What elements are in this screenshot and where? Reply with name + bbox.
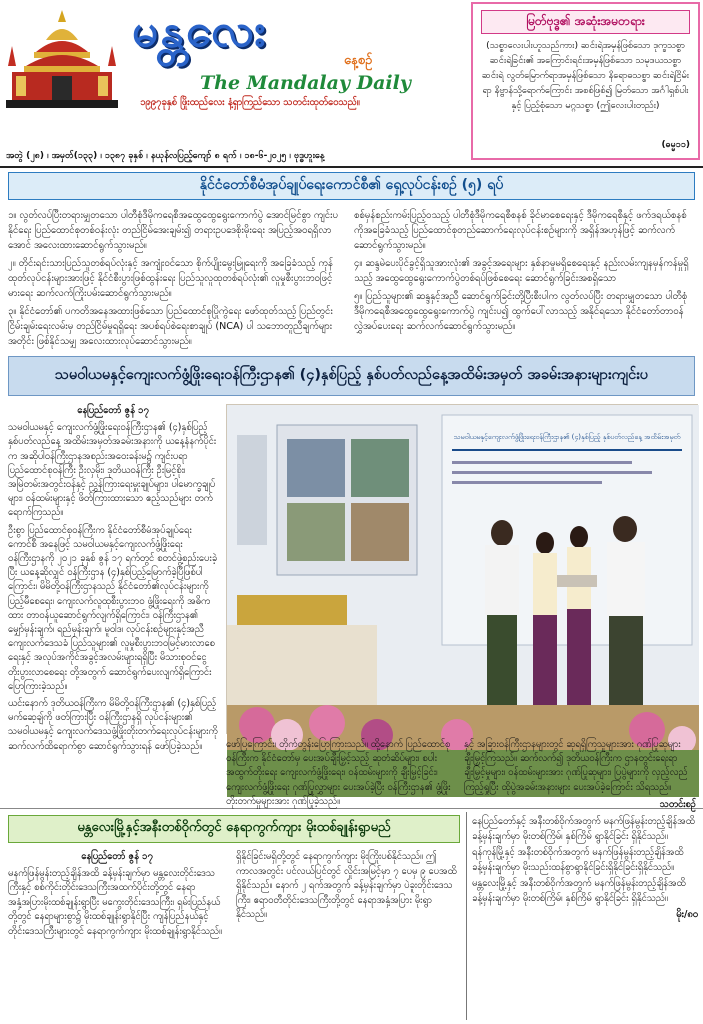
article2-headline: သမဝါယမနှင့်ကျေးလက်ဖွံ့ဖြိုးရေးဝန်ကြီးဌာန၏ (၄)နှစ်ပြည့် နှစ်ပတ်လည်နေ့အထိမ်းအမှတ် အခမ်းအနားများကျင်းပ	[8, 356, 695, 396]
list-item: ၂။ တိုင်းရင်းသားပြည်သူတစ်ရပ်လုံးနှင့် အကျုံးဝင်သော စိုက်ပျိုးမွေးမြူရေးကို အခြေခံသည့် ကုန်ထုတ်လုပ်ငန်းများအားဖြင့် နိုင်ငံစီးပွားဖြစ်ထွန်းရေး ပြည်သူလူထုတစ်ရပ်လုံး၏ လူမှုစီးပွားဘဝဖြင့်မားရေး ဆက်လက်ကြိုးပမ်းဆောင်ရွက်သွားမည်။	[8, 258, 333, 299]
list-item: ၃။ နိုင်ငံတော်၏ ပကတိအနေအထားဖြစ်သော ပြည်ထောင်စုပြိုကွဲရေး ဖော်ထုတ်သည့် ပြည်တွင်းငြိမ်းချမ်းရေးလမ်းမှ တည်ငြိမ်မှုရရှိရေး အပစ်ရပ်စဲရေးစာချုပ် (NCA) ပါ သဘောတူညီချက်များ အတိုင်း ဖြစ်နိုင်သမျှ အလေးထားလုပ်ဆောင်သွားမည်။	[8, 306, 333, 347]
paragraph: နေပြည်တော်နှင့် အနီးတစ်ဝိုက်အတွက် မနက်ဖြန်မွန်းတည့်ချိန်အထိ ခန့်မှန်းချက်မှာ မိုးတစ်ကြိမ်၊ နှစ်ကြိမ် ရွာနိုင်ခြင်း ရှိနိုင်သည်။	[472, 816, 695, 842]
article2-column-3	[464, 738, 696, 810]
list-item: ၄။ ဆန္ဒမဲပေးပိုင်ခွင့်ရှိသူအားလုံး၏ အခွင့်အရေးများ နှစ်နာမှုမရှိစေရေးနှင့် နည်းလမ်းကျနမှန်ကန်မှုရှိသည့် အထွေထွေရွေးကောက်ပွဲတစ်ရပ်ဖြစ်စေရေး ဆောင်ရွက်ခြင်းအစရှိသော	[354, 258, 689, 284]
article3-headline: မန္တလေးမြို့နှင့်အနီးတစ်ဝိုက်တွင် နေရာကွက်ကျား မိုးထစ်ချုန်းရွာမည်	[8, 815, 460, 843]
column-divider	[466, 812, 467, 1020]
masthead	[0, 0, 703, 150]
article1-headline: နိုင်ငံတော်စီမံအုပ်ချုပ်ရေးကောင်စီ၏ ရှေ့လုပ်ငန်းစဉ် (၅) ရပ်	[8, 172, 695, 200]
article3-dateline: နေပြည်တော် ဇွန် ၁၇	[81, 851, 153, 862]
paragraph: ရန်ကုန်မြို့နှင့် အနီးတစ်ဝိုက်အတွက် မနက်ဖြန်မွန်းတည့်ချိန်အထိ ခန့်မှန်းချက်မှာ မိုးသည်းထန်စွာရွာနိုင်ခြင်းရှိနိုင်ခြင်းရှိနိုင်သည်။	[472, 847, 684, 873]
article3-column-3	[472, 815, 698, 1020]
article1-right-column	[354, 208, 690, 337]
masthead-rule	[0, 166, 703, 168]
article3-column-2	[236, 850, 458, 1020]
newspaper-subtitle: နေ့စဉ်	[344, 53, 373, 68]
paragraph: ယင်းနောက် ဒုတိယဝန်ကြီးက မိမိတို့ဝန်ကြီးဌာန၏ (၄)နှစ်ပြည့် မက်ဆေ့ချ်ကို ဖတ်ကြားပြီး ဝန်ကြီးဌာနရှိ လုပ်ငန်းများ၏ သမဝါယမနှင့် ကျေးလက်ဒေသဖွံ့ဖြိုးတိုးတက်ရေးလုပ်ငန်းများကို ဆက်လက်ထိရောက်စွာ ဆောင်ရွက်သွားရန် ဖော်ပြခဲ့သည်။	[8, 698, 218, 752]
article3-byline: မိုး/၈၀	[676, 909, 698, 920]
english-title: The Mandalay Daily	[200, 72, 411, 94]
slogan-title: မြတ်ဗုဒ္ဓ၏ အဆုံးအမတရား	[481, 10, 690, 34]
slogan-box	[471, 2, 700, 160]
paragraph: ဖော်ပြကြောင်း၊ တိုက်တွန်းပြောကြားသည်။ ထို့နောက် ပြည်ထောင်စုဝန်ကြီးက နိုင်ငံတော်မှ ပေးအပ်ချီးမြှင့်သည့် ဆုတံဆိပ်များ၊ စပါးအထွက်တိုးရေး ကျေးလက်ဖွံ့ဖြိုးရေး၊ ဝန်ထမ်းများကို ချီးမြှင့်ခြင်း၊ ကျေးလက်ဖွံ့ဖြိုးရေး ဂုဏ်ပြုလွှာများ ပေးအပ်ခဲ့ပြီး ဝန်ကြီးဌာန၏ ဖွံ့ဖြိုးတိုးတက်မှုများအား ဂုဏ်ပြုခဲ့သည်။	[226, 739, 451, 807]
paragraph: ဦးစွာ ပြည်ထောင်စုဝန်ကြီးက နိုင်ငံတော်စီမံအုပ်ချုပ်ရေးကောင်စီ အနေဖြင့် သမဝါယမနှင့်ကျေးလက်ဖွံ့ဖြိုးရေးဝန်ကြီးဌာနကို ၂၀၂၁ ခုနှစ် ဇွန် ၁၇ ရက်တွင် စတင်ဖွဲ့စည်းပေးခဲ့ပြီး ယနေ့ဆိုလျှင် ဝန်ကြီးဌာန (၄)နှစ်ပြည့်မြောက်ခဲ့ပြီဖြစ်ပါကြောင်း၊ မိမိတို့ဝန်ကြီးဌာနသည် နိုင်ငံတော်၏လုပ်ငန်းများကို ပြည့်မီစေရေး၊ ကျေးလက်လူထုစီးပွားဘဝ ဖွံ့ဖြိုးရေးကို အဓိကထား တာဝန်ယူဆောင်ရွက်လျက်ရှိကြောင်း၊ ဝန်ကြီးဌာန၏ မျှော်မှန်းချက်၊ ရည်မှန်းချက်၊ မူဝါဒ၊ လုပ်ငန်းစဉ်များနှင့်အညီ ကျေးလက်ဒေသခံ ပြည်သူများ၏ လူမှုစီးပွားဘဝမြင့်မားလာစေရေးနှင့် အလုပ်အကိုင်အခွင့်အလမ်းများရရှိပြီး မိသားစုဝင်ငွေတိုးပွားလာစေရေး တို့အတွက် ဆောင်ရွက်ပေးလျက်ရှိကြောင်း ပြောကြားခဲ့သည်။	[8, 524, 217, 692]
article-five-roadmap	[0, 172, 703, 347]
paragraph: သမဝါယမနှင့် ကျေးလက်ဖွံ့ဖြိုးရေးဝန်ကြီးဌာန၏ (၄)နှစ်ပြည့် နှစ်ပတ်လည်နေ့ အထိမ်းအမှတ်အခမ်းအနားကို ယနေ့နံနက်ပိုင်းက အဆိုပါဝန်ကြီးဌာနအစည်းအဝေးခန်းမ၌ ကျင်းပရာ ပြည်ထောင်စုဝန်ကြီး ဦးလှမိုး၊ ဒုတိယဝန်ကြီး ဦးမြင့်စိုး၊ အမြဲတမ်းအတွင်းဝန်နှင့် ညွှန်ကြားရေးမှူးချုပ်များ၊ ပါမောက္ခချုပ်များ၊ ဝန်ထမ်းများနှင့် ဖိတ်ကြားထားသော ဧည့်သည်များ တက်ရောက်ကြသည်။	[8, 422, 217, 519]
article2-dateline: နေပြည်တော် ဇွန် ၁၇	[77, 405, 149, 416]
list-item: ၅။ ပြည်သူများ၏ ဆန္ဒနှင့်အညီ ဆောင်ရွက်ခြင်းတို့ပြီးစီးပါက လွတ်လပ်ပြီး တရားမျှတသော ပါတီစုံဒီမိုကရေစီအထွေထွေရွေးကောက်ပွဲ ကျင်းပ၍ ထွက်ပေါ်လာသည့် အနိုင်ရသော နိုင်ငံတော်တာဝန်လွှဲအပ်ပေးရေး ဆက်လက်ဆောင်ရွက်သွားမည်။	[354, 291, 688, 332]
article2-column-1	[8, 404, 218, 804]
issue-dateline: အတွဲ (၂၈) ၊ အမှတ်(၁၃၃) ၊ ၁၃၈၇ ခုနှစ် ၊ နယုန်လပြည့်ကျော် ၈ ရက် ၊ ၁၈-၆-၂၀၂၅ ၊ ဗုဒ္ဓဟူးနေ့	[6, 151, 325, 161]
article2-column-2	[226, 738, 454, 807]
article3-column-1	[8, 850, 226, 1020]
article1-left-column	[8, 208, 344, 352]
slogan-number: (ဓမ္မ၁၁)	[661, 140, 690, 150]
photo-banner-text: သမဝါယမနှင့်ကျေးလက်ဖွံ့ဖြိုးရေးဝန်ကြီးဌာန၏ (၄)နှစ်ပြည့် နှစ်ပတ်လည်နေ့ အထိမ်းအမှတ်	[453, 433, 681, 441]
list-item: ၁။ လွတ်လပ်ပြီးတရားမျှတသော ပါတီစုံဒီမိုကရေစီအထွေထွေရွေးကောက်ပွဲ အောင်မြင်စွာ ကျင်းပနိုင်ရေး ပြည်ထောင်စုတစ်ဝန်းလုံး တည်ငြိမ်အေးချမ်း၍ တရားဥပဒေစိုးမိုးရေး အပြည့်အဝရရှိလာအောင် အလေးထားဆောင်ရွက်သွားမည်။	[8, 210, 338, 251]
title-block	[122, 2, 467, 112]
pagoda-logo	[6, 6, 118, 108]
slogan-body: (သစ္စာလေးပါးဟူသည်ကား) ဆင်းရဲအမှန်ဖြစ်သော ဒုက္ခသစ္စာ ဆင်းရဲခြင်း၏ အကြောင်းရင်းအမှန်ဖြစ်သော သမုဒယသစ္စာ ဆင်းရဲ လွတ်မြောက်ရာအမှန်ဖြစ်သော နိရောဓသစ္စာ ဆင်းရဲငြိမ်းရာ နိဗ္ဗာန်သို့ရောက်ကြောင်း အစစ်ဖြစ်၍ မြတ်သော အင်္ဂါရှစ်ပါးနှင့် ပြည့်စုံသော မဂ္ဂသစ္စာ (ဤလေးပါးတည်း)	[482, 40, 689, 111]
tagline: ၁၉၉၇ခုနှစ် ဖြိုးထည်လေး နံ့ရှာကြည်သော သတင်းထုတ်ဝေသည်။	[140, 97, 360, 108]
paragraph: မနက်ဖြန်မွန်းတည့်ချိန်အထိ ခန့်မှန်းချက်မှာ မန္တလေးတိုင်းဒေသကြီးနှင့် စစ်ကိုင်းတိုင်းဒေသကြီးအထက်ပိုင်းတို့တွင် နေရာအနှံ့အပြားမိုးထစ်ချုန်းရွာပြီး မကွေးတိုင်းဒေသကြီး၊ ရှမ်းပြည်နယ်တို့တွင် နေရာများစွာ၌ မိုးထစ်ချုန်းရွာနိုင်ပြီး ကျန်ပြည်နယ်နှင့် တိုင်းဒေသကြီးများတွင် နေရာကွက်ကျား မိုးထစ်ချုန်းရွာနိုင်သည်။	[8, 867, 222, 937]
article2-byline: သတင်းစဉ်	[659, 798, 696, 810]
newspaper-title: မန္တလေး	[132, 3, 268, 57]
paragraph: နှင့် အခြားဝန်ကြီးဌာနများတွင် ဆုရရှိကြသူများအား ဂုဏ်ပြုဆုများ ချီးမြှင့်ကြသည်။ ဆက်လက်၍ ဒုတိယဝန်ကြီးက ဌာနတွင်းရေးရာချီးမြှင့်မှုများ၊ ဝန်ထမ်းများအား ဂုဏ်ပြုဆုများ၊ ပြပွဲများကို လှည့်လည်ကြည့်ရှုပြီး ထိုပွဲအခမ်းအနားများ ပေးအပ်ခဲ့ကြောင်း သိရသည်။	[464, 739, 688, 793]
paragraph: ရှိနိုင်ခြင်းမရှိတို့တွင် နေရာကွက်ကျား မိုးကြိုးပစ်နိုင်သည်။ ဤကာလအတွင်း ပင်လယ်ပြင်တွင် လှိုင်းအမြင့်မှာ ၇ ပေမှ ၉ ပေအထိ ရှိနိုင်သည်။ နောက် ၂ ရက်အတွက် ခန့်မှန်းချက်မှာ ပဲခူးတိုင်းဒေသကြီး၊ ဧရာဝတီတိုင်းဒေသကြီးတို့တွင် နေရာအနှံ့အပြား မိုးရွာနိုင်သည်။	[236, 851, 457, 920]
ceremony-photo	[226, 404, 698, 734]
list-item: စစ်မှန်စည်းကမ်းပြည့်ဝသည့် ပါတီစုံဒီမိုကရေစီစနစ် ခိုင်မာစေရေးနှင့် ဒီမိုကရေစီနှင့် ဖက်ဒရယ်စနစ်ကိုအခြေခံသည့် ပြည်ထောင်စုတည်ဆောက်ရေးလုပ်ငန်းစဉ်များကို အရှိန်အဟုန်ဖြင့် ဆက်လက်ဆောင်ရွက်သွားမည်။	[354, 210, 687, 251]
paragraph: မန္တလေးမြို့နှင့် အနီးတစ်ဝိုက်အတွက် မနက်ဖြန်မွန်းတည့်ချိန်အထိ ခန့်မှန်းချက်မှာ မိုးတစ်ကြိမ်၊ နှစ်ကြိမ် ရွာနိုင်ခြင်း ရှိနိုင်သည်။	[472, 878, 686, 904]
